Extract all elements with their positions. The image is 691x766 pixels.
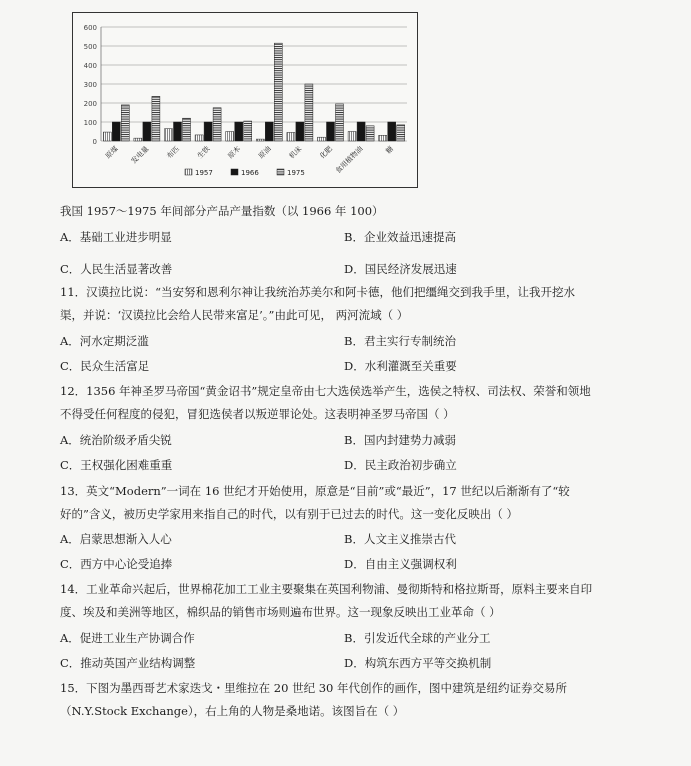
production-index-chart bbox=[72, 12, 418, 188]
bar-1957-0 bbox=[103, 132, 111, 141]
q15-stem-line1: 15．下图为墨西哥艺术家迭戈・里维拉在 20 世纪 30 年代创作的画作，图中建筑是纽约证券交易所 bbox=[60, 681, 568, 695]
bar-1957-5 bbox=[256, 139, 264, 141]
q10-option-d: D．国民经济发展迅速 bbox=[344, 262, 457, 276]
bar-1975-8 bbox=[366, 126, 374, 141]
y-tick-label: 200 bbox=[83, 100, 97, 108]
x-tick-label: 食用植物油 bbox=[334, 144, 365, 176]
q12-option-a: A．统治阶级矛盾尖锐 bbox=[60, 433, 172, 447]
x-tick-label: 原油 bbox=[257, 144, 273, 161]
x-tick-label: 布匹 bbox=[165, 144, 181, 161]
q11-option-c: C．民众生活富足 bbox=[60, 359, 150, 373]
bar-1966-4 bbox=[235, 122, 243, 141]
bar-1966-7 bbox=[327, 122, 335, 141]
x-tick-label: 原煤 bbox=[104, 144, 120, 161]
bar-1975-3 bbox=[213, 108, 221, 141]
q13-option-c: C．西方中心论受追捧 bbox=[60, 557, 173, 571]
bar-1957-9 bbox=[379, 135, 387, 141]
bar-1966-6 bbox=[296, 122, 304, 141]
bar-1957-3 bbox=[195, 135, 203, 141]
bar-1966-8 bbox=[357, 122, 365, 141]
bar-1957-4 bbox=[226, 132, 234, 142]
q14-option-b: B．引发近代全球的产业分工 bbox=[344, 631, 491, 645]
q13-stem-line1: 13．英文“Modern”一词在 16 世纪才开始使用，原意是“目前”或“最近”，17 世纪以后渐渐有了“较 bbox=[60, 484, 570, 498]
bar-1966-9 bbox=[388, 122, 396, 141]
x-tick-label: 化肥 bbox=[318, 144, 334, 161]
q12-option-b: B．国内封建势力减弱 bbox=[344, 433, 456, 447]
q14-stem-line1: 14．工业革命兴起后，世界棉花加工工业主要聚集在英国利物浦、曼彻斯特和格拉斯哥，原料主要来自印 bbox=[60, 582, 593, 596]
q12-stem-line1: 12．1356 年神圣罗马帝国“黄金诏书”规定皇帝由七大选侯选举产生，选侯之特权、司法权、荣誉和领地 bbox=[60, 384, 591, 398]
bar-1975-7 bbox=[336, 104, 344, 141]
bar-chart-svg bbox=[73, 13, 417, 187]
q12-option-d: D．民主政治初步确立 bbox=[344, 458, 457, 472]
bar-1975-0 bbox=[121, 105, 129, 141]
chart-caption: 我国 1957～1975 年间部分产品产量指数（以 1966 年 100） bbox=[60, 204, 384, 218]
q12-stem-line2: 不得受任何程度的侵犯，冒犯选侯者以叛逆罪论处。这表明神圣罗马帝国（ ） bbox=[60, 407, 455, 421]
q13-stem-line2: 好的”含义，被历史学家用来指自己的时代，以有别于已过去的时代。这一变化反映出（ ） bbox=[60, 507, 519, 521]
bar-1966-0 bbox=[112, 122, 120, 141]
q13-option-d: D．自由主义强调权利 bbox=[344, 557, 457, 571]
legend-label-1957: 1957 bbox=[195, 169, 213, 177]
bar-1975-6 bbox=[305, 84, 313, 141]
y-tick-label: 100 bbox=[83, 119, 97, 127]
x-tick-label: 糖 bbox=[384, 144, 396, 156]
bar-1957-1 bbox=[134, 138, 142, 141]
y-tick-label: 0 bbox=[92, 138, 97, 146]
q14-option-a: A．促进工业生产协调合作 bbox=[60, 631, 195, 645]
bar-1966-5 bbox=[265, 122, 273, 141]
q11-option-d: D．水利灌溉至关重要 bbox=[344, 359, 457, 373]
q11-stem-line2: 渠，并说：‘汉谟拉比会给人民带来富足’。”由此可见， 两河流域（ ） bbox=[60, 308, 409, 322]
q14-option-c: C．推动英国产业结构调整 bbox=[60, 656, 196, 670]
y-tick-label: 300 bbox=[83, 81, 97, 89]
q10-option-b: B．企业效益迅速提高 bbox=[344, 230, 456, 244]
q13-option-b: B．人文主义推崇古代 bbox=[344, 532, 456, 546]
bar-1975-5 bbox=[274, 43, 282, 141]
q14-stem-line2: 度、埃及和美洲等地区，棉织品的销售市场则遍布世界。这一现象反映出工业革命（ ） bbox=[60, 605, 501, 619]
x-tick-label: 发电量 bbox=[129, 144, 151, 166]
q14-option-d: D．构筑东西方平等交换机制 bbox=[344, 656, 492, 670]
bar-1957-2 bbox=[165, 129, 173, 141]
bar-1966-3 bbox=[204, 122, 212, 141]
q11-stem-line1: 11．汉谟拉比说：“当安努和恩利尔神让我统治苏美尔和阿卡德，他们把缰绳交到我手里，让我开挖水 bbox=[60, 285, 576, 299]
bar-1966-1 bbox=[143, 122, 151, 141]
bar-1975-2 bbox=[183, 118, 191, 141]
q10-option-a: A．基础工业进步明显 bbox=[60, 230, 172, 244]
q11-option-b: B．君主实行专制统治 bbox=[344, 334, 456, 348]
y-tick-label: 400 bbox=[83, 62, 97, 70]
bar-1957-7 bbox=[318, 137, 326, 141]
bar-1975-9 bbox=[397, 125, 405, 141]
y-tick-label: 500 bbox=[83, 43, 97, 51]
x-tick-label: 机床 bbox=[287, 144, 304, 161]
legend-swatch-1957 bbox=[185, 169, 192, 175]
x-tick-label: 原木 bbox=[226, 144, 243, 161]
bar-1957-6 bbox=[287, 132, 295, 141]
q11-option-a: A．河水定期泛滥 bbox=[60, 334, 149, 348]
bar-1966-2 bbox=[174, 122, 182, 141]
legend-swatch-1966 bbox=[231, 169, 238, 175]
q12-option-c: C．王权强化困难重重 bbox=[60, 458, 173, 472]
y-tick-label: 600 bbox=[83, 24, 97, 32]
q15-stem-line2: （N.Y.Stock Exchange），右上角的人物是桑地诺。该图旨在（ ） bbox=[60, 704, 405, 718]
x-tick-label: 生铁 bbox=[195, 144, 212, 161]
legend-swatch-1975 bbox=[277, 169, 284, 175]
q10-option-c: C．人民生活显著改善 bbox=[60, 262, 173, 276]
bar-1957-8 bbox=[348, 132, 356, 142]
legend-label-1966: 1966 bbox=[241, 169, 259, 177]
q13-option-a: A．启蒙思想渐入人心 bbox=[60, 532, 172, 546]
bar-1975-1 bbox=[152, 96, 160, 141]
legend-label-1975: 1975 bbox=[287, 169, 305, 177]
bar-1975-4 bbox=[244, 121, 252, 141]
